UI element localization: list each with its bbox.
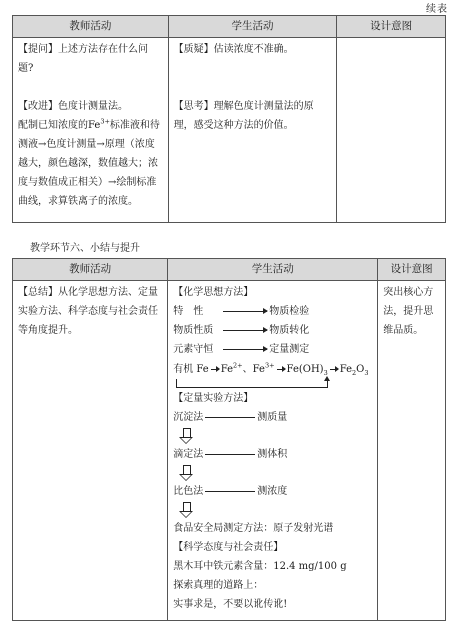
student-activity-cell <box>168 38 337 223</box>
right-arrow-icon <box>223 330 267 331</box>
thought-methods-title: 【化学思想方法】 <box>173 287 254 298</box>
method-measure: 测体积 <box>257 449 288 460</box>
table-header-row <box>13 259 446 281</box>
return-loop-arrow-icon <box>173 379 372 389</box>
ferrous-ion: $Fe^{2+}$ <box>220 361 243 375</box>
method-row <box>173 445 372 464</box>
pair-row <box>173 340 372 359</box>
student-doubt: 【质疑】估读浓度不准确。 <box>173 44 294 55</box>
improve-body-part-a: 配制已知浓度的Fe <box>18 120 101 131</box>
teacher-improve-body <box>18 116 163 211</box>
down-arrow-icon <box>179 465 193 481</box>
summary-lesson-table <box>12 258 446 621</box>
down-arrow-icon <box>179 502 193 518</box>
pair-left: 元素守恒 <box>173 344 214 355</box>
student-think: 【思考】理解色度计测量法的原理，感受这种方法的价值。 <box>173 101 314 131</box>
fe3-superscript: 3+ <box>100 117 110 126</box>
pair-row <box>173 321 372 340</box>
pair-right: 定量测定 <box>269 344 310 355</box>
right-arrow-icon <box>223 349 267 350</box>
method-measure: 测质量 <box>257 412 288 423</box>
method-measure: 测浓度 <box>257 486 288 497</box>
right-arrow-icon <box>211 369 219 370</box>
ferric-oxide: $Fe_2O_3$ <box>339 364 369 377</box>
method-name: 沉淀法 <box>173 412 204 423</box>
teacher-activity-cell <box>13 38 169 223</box>
right-arrow-icon <box>330 369 338 370</box>
ferric-hydroxide: $Fe(OH)_3$ <box>286 364 328 377</box>
pair-left: 特 性 <box>173 306 204 317</box>
method-row <box>173 482 372 501</box>
continued-lesson-table <box>12 15 446 223</box>
responsibility-title: 【科学态度与社会责任】 <box>173 542 284 553</box>
truth-path: 探索真理的道路上： <box>173 580 264 591</box>
fungus-iron-content: 黑木耳中铁元素含量：12.4 mg/100 g <box>173 561 347 572</box>
pair-left: 物质性质 <box>173 325 214 336</box>
method-name: 比色法 <box>173 486 204 497</box>
continued-label: 续表 <box>426 4 448 15</box>
header-design-intent: 设计意图 <box>378 259 446 281</box>
food-safety-method: 食品安全局测定方法：原子发射光谱 <box>173 523 334 534</box>
pair-row <box>173 302 372 321</box>
iron-conversion-chain <box>173 360 372 379</box>
table-row <box>13 38 446 223</box>
pair-right: 物质检验 <box>269 306 310 317</box>
teacher-improve-title: 【改进】色度计测量法。 <box>18 101 128 112</box>
table-header-row <box>13 16 446 38</box>
header-student-activity: 学生活动 <box>168 16 337 38</box>
motto: 实事求是，不要以讹传讹! <box>173 599 288 610</box>
header-design-intent: 设计意图 <box>337 16 446 38</box>
teacher-summary-cell: 【总结】从化学思想方法、定量实验方法、科学态度与社会责任等角度提升。 <box>13 281 168 621</box>
improve-body-part-b: 标准液和待测液→色度计测量→原理（浓度越大，颜色越深，数值越大；浓度与数值成正相关）→绘制标准曲线，求算铁离子的浓度。 <box>18 120 160 207</box>
header-teacher-activity: 教师活动 <box>13 16 169 38</box>
method-name: 滴定法 <box>173 449 204 460</box>
organic-iron: 有机 Fe <box>173 364 209 375</box>
dash-line <box>205 491 255 492</box>
quant-methods-title: 【定量实验方法】 <box>173 393 254 404</box>
method-row <box>173 408 372 427</box>
design-intent-cell: 突出核心方法，提升思维品质。 <box>378 281 446 621</box>
header-teacher-activity: 教师活动 <box>13 259 168 281</box>
student-summary-cell <box>168 281 378 621</box>
dash-line <box>205 454 255 455</box>
down-arrow-icon <box>179 428 193 444</box>
table-row <box>13 281 446 621</box>
right-arrow-icon <box>277 369 285 370</box>
header-student-activity: 学生活动 <box>168 259 378 281</box>
ferric-ion: 、$Fe^{3+}$ <box>242 361 275 375</box>
right-arrow-icon <box>223 311 267 312</box>
dash-line <box>205 417 255 418</box>
teacher-question: 【提问】上述方法存在什么问题? <box>18 44 148 74</box>
pair-right: 物质转化 <box>269 325 310 336</box>
section-heading: 教学环节六、小结与提升 <box>30 243 140 254</box>
design-intent-cell <box>337 38 446 223</box>
